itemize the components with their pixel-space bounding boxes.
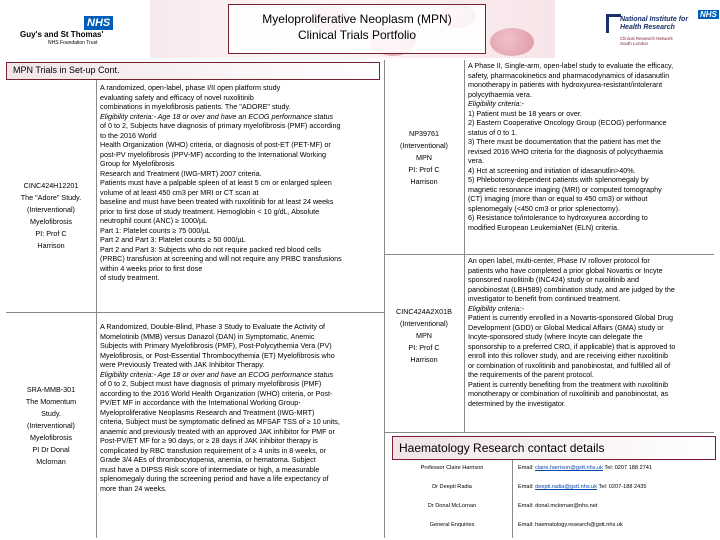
row-divider-left — [6, 312, 384, 313]
nihr-sub: Clinical Research Network South London — [620, 36, 673, 46]
trust-subname: NHS Foundation Trust — [48, 40, 98, 46]
contact-name: Dr Deepti Radia — [432, 484, 472, 490]
page-subtitle: Clinical Trials Portfolio — [297, 28, 417, 42]
title-box — [228, 4, 486, 54]
row-divider-right — [384, 254, 714, 255]
trial-description-np39761: A Phase II, Single-arm, open-label study to evaluate the efficacy, safety, pharmacokinetics and pharmacodynamics of idasanutlin monotherapy in patients with hydroxyurea-resistant/intolerant polycythaemia vera. Eligibility criteria:- 1) Patient must be 18 years or over. 2) Eastern Cooperative Oncology Group (ECOG) performance status of 0 to 1. 3) There must be documentation that the patient has met the revised 2016 WHO criteria for the diagnosis of polycythaemia vera. 4) Hct at screening and initiation of idasanutlin>40%. 5) Phlebotomy-dependent patients with splenomegaly by magnetic resonance imaging (MRI) or computed tomography (CT) imaging (more than or equal to 450 cm3) or without splenomegaly (<450 cm3 or prior splenectomy). 6) Resistance to/intolerance to hydroxyurea according to modified European LeukemiaNet (ELN) criteria. — [468, 61, 674, 232]
trial-id-cinc424a2x01b: CINC424A2X01B (Interventional) MPN PI: Prof C Harrison — [396, 307, 452, 364]
nihr-logo — [620, 10, 718, 56]
trial-id-np39761: NP39761 (Interventional) MPN PI: Prof C Harrison — [400, 129, 448, 186]
email-link[interactable]: deepti.radia@gstt.nhs.uk — [535, 484, 598, 490]
right-divider — [464, 60, 465, 432]
contact-info: Email: claire.harrison@gstt.nhs.uk Tel: 0207 188 2741 — [518, 465, 653, 471]
nihr-mark-icon — [606, 14, 621, 33]
contacts-title-bar — [392, 436, 716, 460]
nihr-name: National Institute for Health Research — [620, 16, 689, 31]
left-divider — [96, 80, 97, 538]
trial-description-cinc424a2x01b: An open label, multi-center, Phase IV rollover protocol for patients who have completed a prior global Novartis or Incyte sponsored ruxolitinib (INC424) study or ruxolitinib and panobinostat (LBH589) combination study, and are judged by the investigator to benefit from continued treatment. Eligibility criteria:- Patient is currently enrolled in a Novartis-sponsored Global Drug Development (GDD) or Global Medical Affairs (GMA) study or Incyte-sponsored study (where Incyte can delegate the sponsorship to a preferred CRO, if applicable) that is approved to enroll into this rollover study, and are receiving either ruxolitinib or combination of ruxolitinib and panobinostat, and fulfilled all of the requirements of the parent protocol. Patient is currently benefiting from the treatment with ruxolitinib monotherapy or combination of ruxolitinib and panobinostat, as determined by the investigator. — [468, 256, 676, 408]
contact-row — [392, 479, 714, 497]
contact-name: Professor Claire Harrison — [420, 465, 484, 471]
guys-st-thomas-logo — [20, 14, 150, 50]
trust-name: Guy's and St Thomas' — [20, 30, 104, 39]
email-link[interactable]: claire.harrison@gstt.nhs.uk — [535, 465, 603, 471]
section-title-bar — [6, 62, 380, 80]
nhs-logo-left: NHS — [84, 16, 113, 30]
contact-info: Email: donal.mclornan@nhs.net — [518, 503, 598, 509]
nhs-logo-right: NHS — [700, 10, 717, 19]
page-title: Myeloproliferative Neoplasm (MPN) — [262, 12, 452, 26]
contact-name: Dr Donal McLornan — [427, 503, 477, 509]
page-header — [0, 0, 720, 58]
contact-row — [392, 460, 714, 478]
section-title: MPN Trials in Set-up Cont. — [13, 65, 120, 75]
contact-name: General Enquiries — [429, 522, 475, 528]
trial-id-adore: CINC424H12201 The "Adore" Study. (Interventional) Myelofibrosis PI: Prof C Harrison — [20, 181, 82, 250]
column-divider — [384, 60, 385, 538]
trial-description-adore: A randomized, open-label, phase I/II open platform study evaluating safety and efficacy of novel ruxolitinib combinations in myelofibrosis patients. The "ADORE" study. Eligibility criteria:- Age 18 or over and have an ECOG performance status of 0 to 2, Subjects have diagnosis of primary myelofibrosis (PMF) according to the 2016 World Health Organization (WHO) criteria, or diagnosis of post-ET (PET-MF) or post-PV myelofibrosis (PPV-MF) according to the International Working Group for Myelofibrosis Research and Treatment (IWG-MRT) 2007 criteria. Patients must have a palpable spleen of at least 5 cm or enlarged spleen volume of at least 450 cm3 per MRI or CT scan at baseline and must have been treated with ruxolitinib for at least 24 weeks prior to first dose of study treatment. Hemoglobin < 10 g/dL, Absolute neutrophil count (ANC) ≥ 1000/µL Part 1: Platelet counts ≥ 75 000/µL Part 2 and Part 3: Platelet counts ≥ 50 000/µL Part 2 and Part 3: Subjects who do not require packed red blood cells (PRBC) transfusion at screening and will not require any PRBC transfusions within 4 weeks prior to first dose of study treatment. — [100, 83, 342, 282]
contact-info: Email: deepti.radia@gstt.nhs.uk Tel: 0207-188 2435 — [518, 484, 647, 490]
trial-id-momentum: SRA-MMB-301 The Momentum Study. (Interventional) Myelofibrosis PI Dr Donal Mclornan — [25, 385, 77, 466]
contact-row — [392, 498, 714, 516]
contact-info: Email: haematology.research@gstt.nhs.uk — [518, 522, 623, 528]
contact-row — [392, 517, 714, 535]
trial-description-momentum: A Randomized, Double-Blind, Phase 3 Study to Evaluate the Activity of Momelotinib (MMB) versus Danazol (DAN) in Symptomatic, Anemic Subjects with Primary Myelofibrosis (PMF), Post-Polycythemia Vera (PV) Myelofibrosis, or Post-Essential Thrombocythemia (ET) Myelofibrosis who were Previously Treated with JAK Inhibitor Therapy. Eligibility criteria:- Age 18 or over and have an ECOG performance status of 0 to 2, Subject must have diagnosis of primary myelofibrosis (PMF) according to the 2016 World Health Organization (WHO) criteria, or Post- PV/ET MF in accordance with the International Working Group- Myeloproliferative Neoplasms Research and Treatment (IWG-MRT) criteria, Subject must be symptomatic defined as MFSAF TSS of ≥ 10 units, anaemic and previously treated with an approved JAK inhibitor for PMF or Post-PV/ET MF for ≥ 90 days, or ≥ 28 days if JAK inhibitor therapy is complicated by RBC transfusion requirement of ≥ 4 units in 8 weeks, or Grade 3/4 AEs of thrombocytopenia, anemia, or hematoma. Subject must have a DIPSS Risk score of intermediate or high, a measurable splenomegaly during the screening period and have a life expectancy of more than 24 weeks. — [100, 322, 340, 493]
bottom-divider-right — [384, 432, 714, 433]
contacts-title: Haematology Research contact details — [399, 441, 605, 455]
